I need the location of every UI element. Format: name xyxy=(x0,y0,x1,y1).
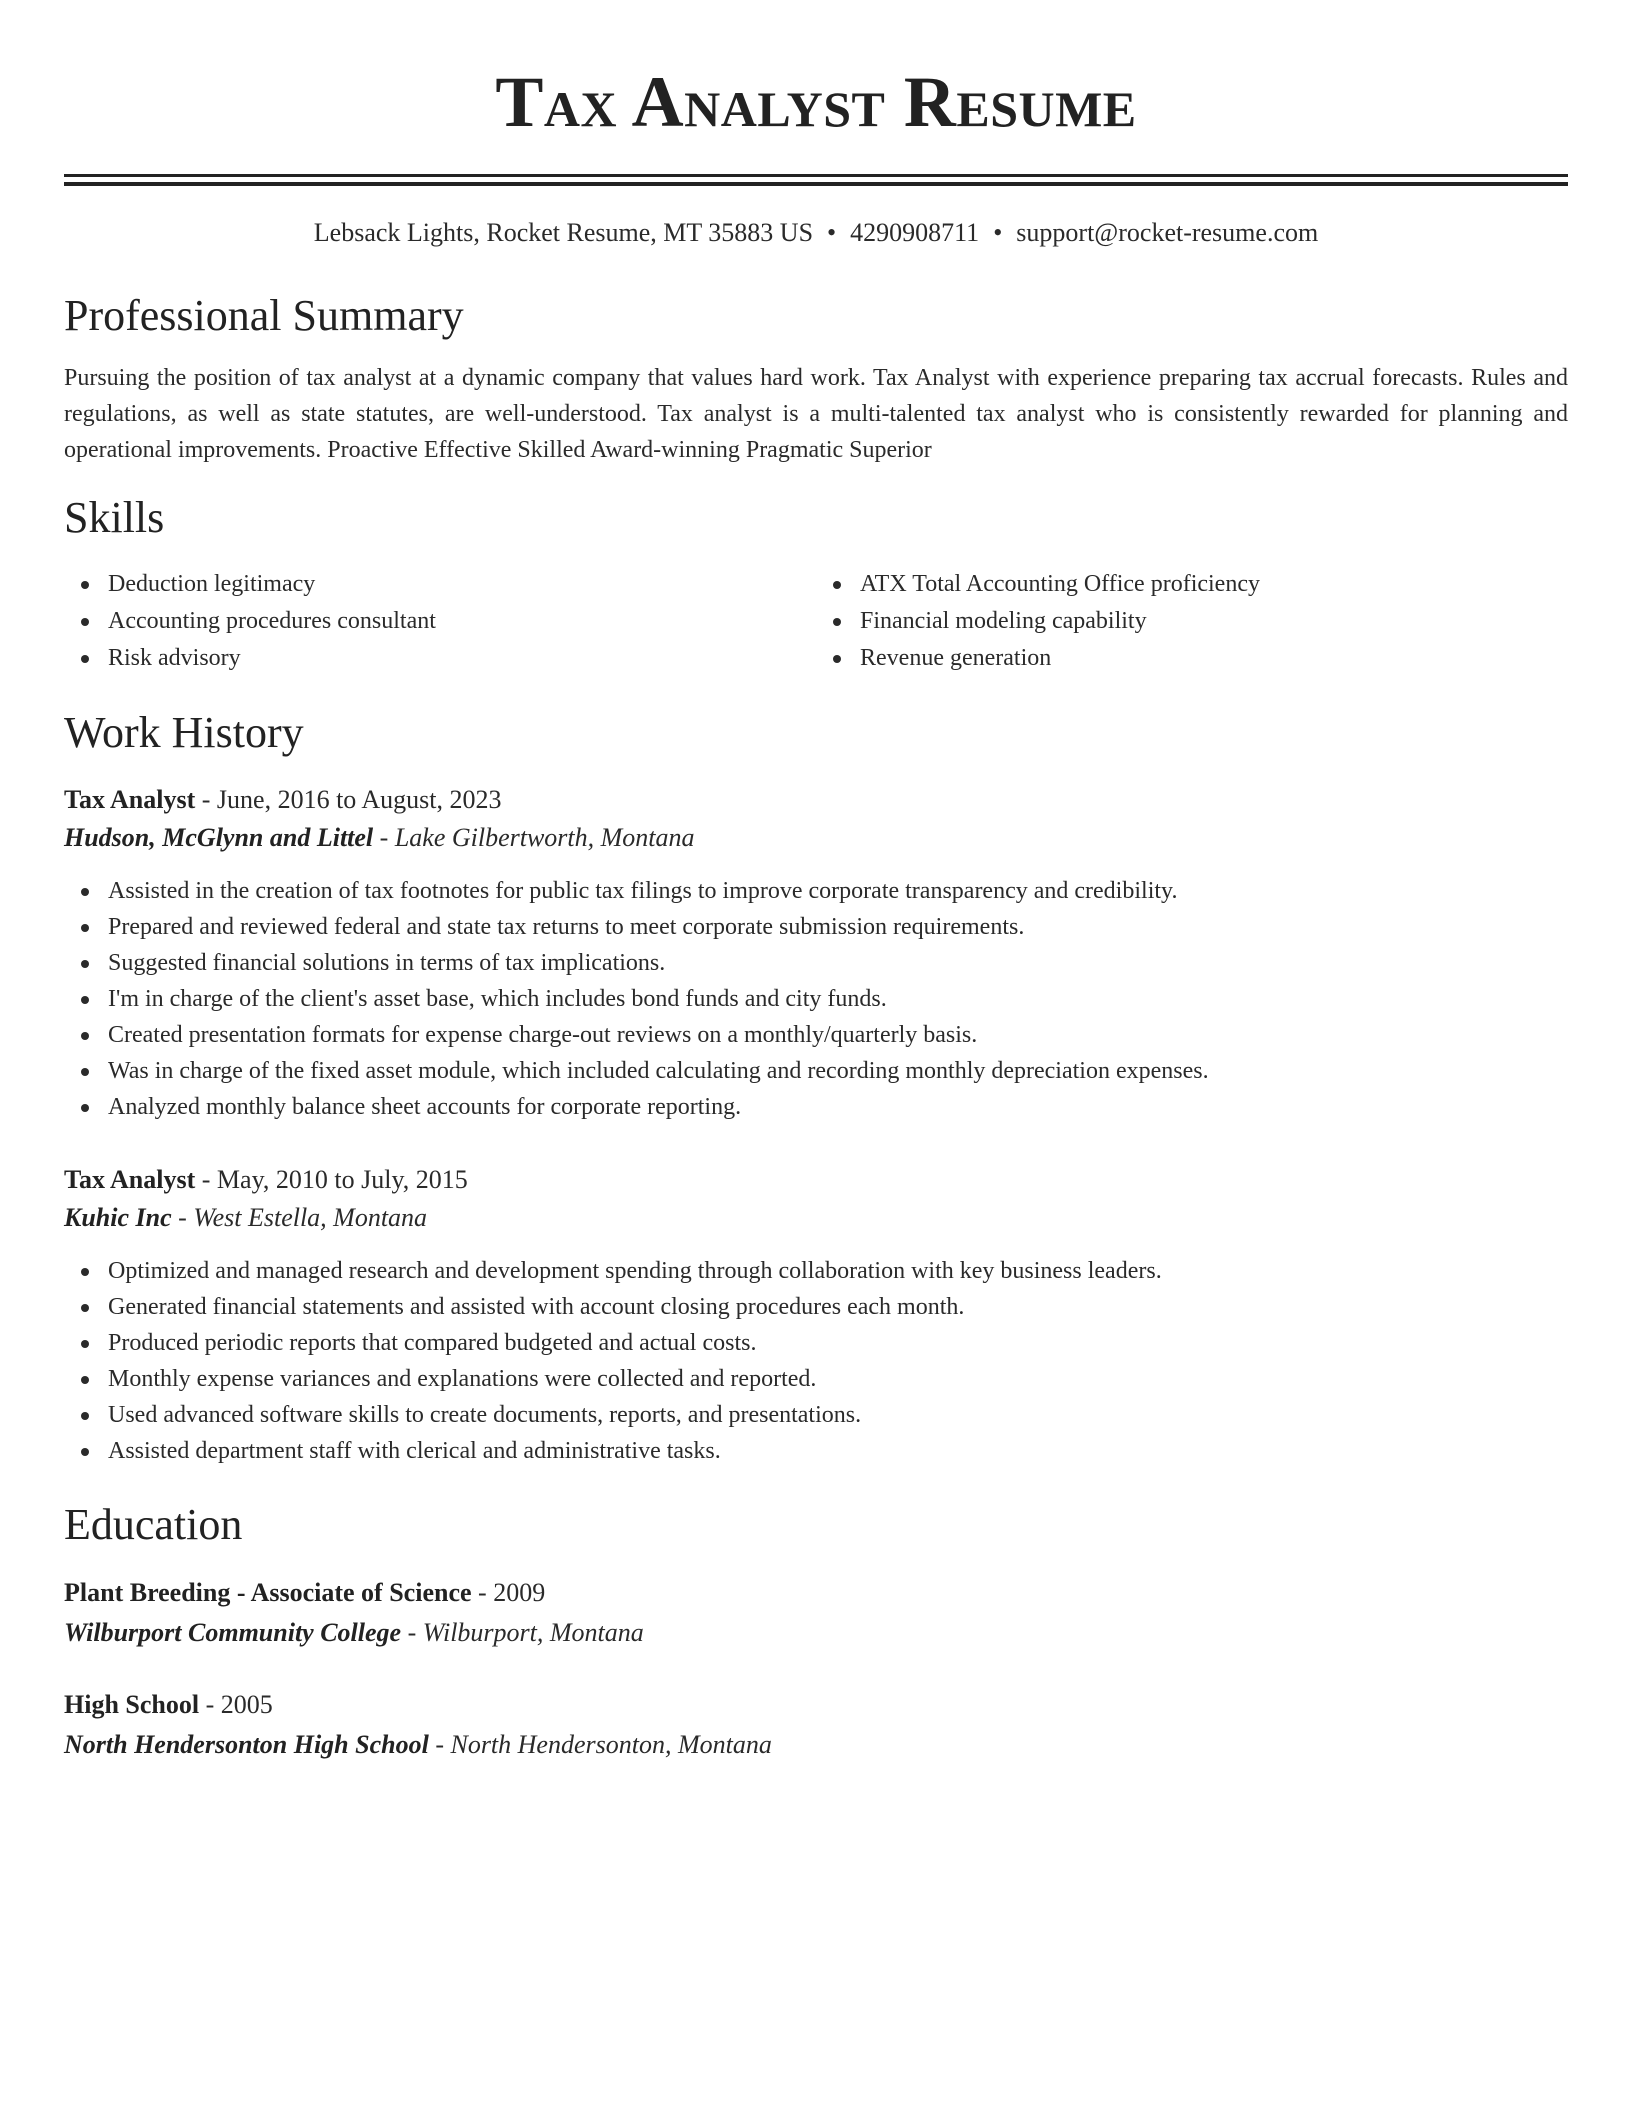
school-line xyxy=(64,1613,1568,1653)
skill-item: Deduction legitimacy xyxy=(64,566,816,603)
job-title: Tax Analyst xyxy=(64,1165,196,1194)
skill-item: Risk advisory xyxy=(64,640,816,677)
skills-heading: Skills xyxy=(64,493,165,542)
job-entry xyxy=(64,1161,1568,1469)
skills-list-left xyxy=(64,566,816,677)
skills-grid xyxy=(64,566,1568,677)
contact-address: Lebsack Lights, Rocket Resume, MT 35883 US xyxy=(313,218,814,247)
job-duties-list xyxy=(64,873,1568,1125)
job-duty: Created presentation formats for expense charge-out reviews on a monthly/quarterly basis. xyxy=(64,1017,1568,1053)
job-duty: Monthly expense variances and explanations were collected and reported. xyxy=(64,1361,1568,1397)
title-double-rule xyxy=(64,174,1568,186)
job-dates: - May, 2010 to July, 2015 xyxy=(195,1165,468,1194)
school-location: - North Hendersonton, Montana xyxy=(428,1730,772,1759)
job-entry xyxy=(64,781,1568,1125)
skills-section xyxy=(64,490,1568,677)
skill-item: Accounting procedures consultant xyxy=(64,603,816,640)
degree-name: Plant Breeding - Associate of Science xyxy=(64,1578,472,1607)
employer-name: Kuhic Inc xyxy=(64,1203,172,1232)
education-entry xyxy=(64,1573,1568,1653)
contact-line xyxy=(64,216,1568,250)
job-duty: Assisted department staff with clerical and administrative tasks. xyxy=(64,1433,1568,1469)
job-duties-list xyxy=(64,1253,1568,1469)
contact-phone: 4290908711 xyxy=(850,218,980,247)
work-history-section xyxy=(64,705,1568,1469)
summary-heading: Professional Summary xyxy=(64,291,464,340)
job-title: Tax Analyst xyxy=(64,785,196,814)
education-entry xyxy=(64,1685,1568,1765)
employer-line xyxy=(64,1199,1568,1237)
resume-title: Tax Analyst Resume xyxy=(495,62,1137,142)
job-title-line xyxy=(64,1161,1568,1199)
contact-email: support@rocket-resume.com xyxy=(1016,218,1319,247)
degree-line xyxy=(64,1685,1568,1725)
employer-location: - Lake Gilbertworth, Montana xyxy=(373,823,695,852)
school-location: - Wilburport, Montana xyxy=(401,1618,644,1647)
job-duty: Produced periodic reports that compared budgeted and actual costs. xyxy=(64,1325,1568,1361)
school-name: North Hendersonton High School xyxy=(64,1730,429,1759)
job-duty: Suggested financial solutions in terms of tax implications. xyxy=(64,945,1568,981)
graduation-year: - 2009 xyxy=(471,1578,546,1607)
job-title-line xyxy=(64,781,1568,819)
skill-item: ATX Total Accounting Office proficiency xyxy=(816,566,1568,603)
degree-line xyxy=(64,1573,1568,1613)
employer-name: Hudson, McGlynn and Littel xyxy=(64,823,374,852)
job-duty: Was in charge of the fixed asset module, which included calculating and recording monthly depreciation expenses. xyxy=(64,1053,1568,1089)
work-history-heading: Work History xyxy=(64,708,304,757)
job-duty: Analyzed monthly balance sheet accounts for corporate reporting. xyxy=(64,1089,1568,1125)
graduation-year: - 2005 xyxy=(199,1690,273,1719)
contact-separator: • xyxy=(993,218,1003,247)
skill-item: Financial modeling capability xyxy=(816,603,1568,640)
job-duty: Prepared and reviewed federal and state tax returns to meet corporate submission requirements. xyxy=(64,909,1568,945)
summary-text: Pursuing the position of tax analyst at a dynamic company that values hard work. Tax Analyst with experience preparing tax accrual forecasts. Rules and regulations, as well as state statutes, are well-understood. Tax analyst is a multi-talented tax analyst who is consistently rewarded for planning and operational improvements. Proactive Effective Skilled Award-winning Pragmatic Superior xyxy=(64,365,1568,463)
job-duty: I'm in charge of the client's asset base, which includes bond funds and city funds. xyxy=(64,981,1568,1017)
school-line xyxy=(64,1725,1568,1765)
employer-line xyxy=(64,819,1568,857)
skill-item: Revenue generation xyxy=(816,640,1568,677)
job-duty: Optimized and managed research and development spending through collaboration with key business leaders. xyxy=(64,1253,1568,1289)
school-name: Wilburport Community College xyxy=(64,1618,402,1647)
education-section xyxy=(64,1497,1568,1765)
education-heading: Education xyxy=(64,1500,243,1549)
skills-list-right xyxy=(816,566,1568,677)
job-duty: Assisted in the creation of tax footnotes for public tax filings to improve corporate transparency and credibility. xyxy=(64,873,1568,909)
degree-name: High School xyxy=(64,1690,200,1719)
contact-separator: • xyxy=(827,218,837,247)
employer-location: - West Estella, Montana xyxy=(171,1203,428,1232)
summary-section xyxy=(64,288,1568,468)
job-duty: Used advanced software skills to create documents, reports, and presentations. xyxy=(64,1397,1568,1433)
job-duty: Generated financial statements and assisted with account closing procedures each month. xyxy=(64,1289,1568,1325)
job-dates: - June, 2016 to August, 2023 xyxy=(195,785,502,814)
